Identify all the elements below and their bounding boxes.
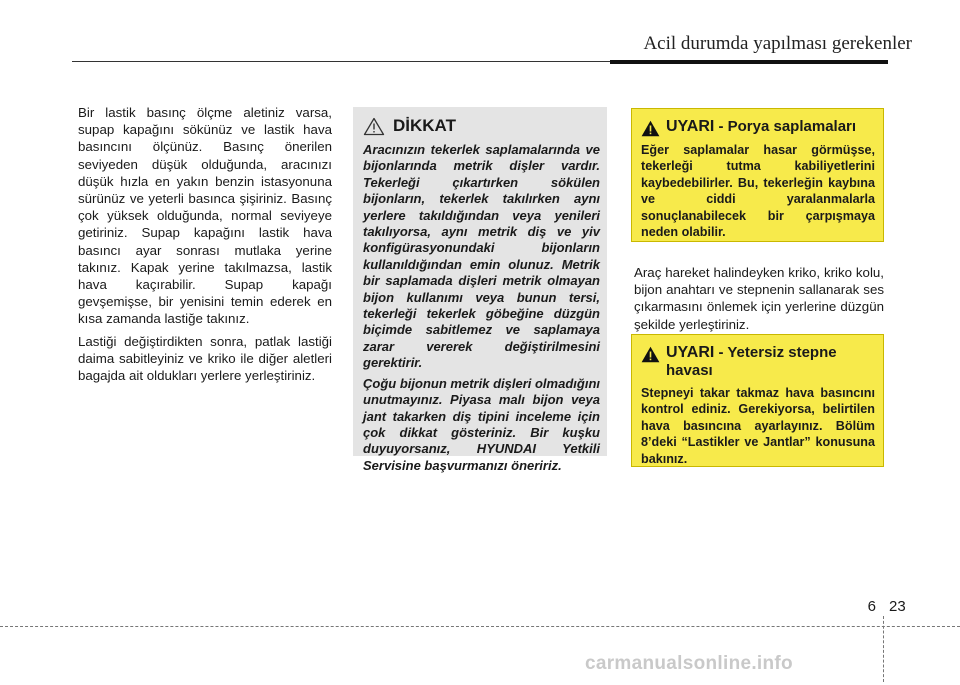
warning-triangle-icon bbox=[641, 120, 660, 137]
caution-box bbox=[353, 107, 607, 473]
warning-box-wheel-studs bbox=[631, 108, 884, 242]
left-column bbox=[78, 104, 332, 389]
page-header-title: Acil durumda yapılması gerekenler bbox=[643, 33, 912, 54]
warning-subtitle: - Yetersiz stepne havası bbox=[666, 344, 837, 379]
warning-triangle-icon bbox=[363, 117, 385, 136]
warning-header bbox=[641, 344, 875, 380]
chapter-number: 6 bbox=[867, 598, 876, 615]
caution-paragraph-2: Çoğu bijonun metrik dişleri olmadığını unutmayınız. Piyasa malı bijon veya jant takarken diş tipini inceleme için çok dikkat gösteriniz. Bir kuşku duyuyorsanız, HYUNDAI Yetkili Servisine başvurmanızı öneririz. bbox=[363, 375, 600, 473]
warning-triangle-icon bbox=[641, 346, 660, 363]
warning-title bbox=[666, 344, 875, 380]
footer-rule bbox=[0, 626, 960, 627]
warning-title bbox=[666, 118, 856, 136]
body-paragraph-2: Lastiği değiştirdikten sonra, patlak lastiği daima sabitleyiniz ve kriko ile diğer aletleri bagajda ait oldukları yerlere yerleştiriniz. bbox=[78, 333, 332, 384]
warning-header bbox=[641, 118, 875, 137]
warning-box-spare-tire bbox=[631, 334, 884, 467]
page-number: 23 bbox=[889, 598, 906, 615]
warning-subtitle: - Porya saplamaları bbox=[714, 118, 857, 135]
body-paragraph-1: Bir lastik basınç ölçme aletiniz varsa, supap kapağını sökünüz ve lastik hava basıncını ölçünüz. Basınç önerilen seviyeden düşük olduğunda, aracınızı düşük hızla en yakın benzin istasyonuna sürünüz ve yeterli basınca şişiriniz. Basınç çok yüksek olduğunda, normal seviyeye getiriniz. Supap kapağını lastik hava basıncı ayar sonrası mutlaka yerine takınız. Kapak yerine takılmazsa, lastik hava kaçırabilir. Supap kapağı gevşemişse, bir yenisini temin ederek en kısa zamanda lastiğe takınız. bbox=[78, 105, 332, 327]
right-column-paragraph: Araç hareket halindeyken kriko, kriko kolu, bijon anahtarı ve stepnenin sallanarak ses çıkarmasını önlemek için yerlerine düzgün şekilde yerleştiriniz. bbox=[634, 265, 884, 332]
caution-header bbox=[363, 116, 600, 136]
caution-paragraph-1: Aracınızın tekerlek saplamalarında ve bijonlarında metrik dişler vardır. Tekerleği çıkartırken sökülen bijonların, tekerlek takılırken aynı yerlere takıldığından veya yenileri takılıyorsa, aynı metrik diş ve yiv konfigürasyonundaki bijonların kullanıldığından emin olunuz. Metrik bir saplamada dişleri metrik olmayan bijon kullanımı veya bunun tersi, tekerleği tekerlek göbeğine düzgün biçimde sabitlemez ve saplamaya zarar vererek değiştirilmesini gerektirir. bbox=[363, 142, 600, 371]
header-rule-accent bbox=[610, 60, 888, 64]
caution-title: DİKKAT bbox=[393, 116, 456, 135]
warning-label: UYARI bbox=[666, 344, 715, 361]
warning-body: Eğer saplamalar hasar görmüşse, tekerleği tutma kabiliyetlerini kaybedebilirler. Bu, tekerleğin kaybına ve ciddi yaralanmalarla sonuçlanabilecek bir çarpışmaya neden olabilir. bbox=[641, 143, 875, 240]
warning-label: UYARI bbox=[666, 118, 715, 135]
warning-body: Stepneyi takar takmaz hava basıncını kontrol ediniz. Gerekiyorsa, belirtilen hava basıncına ayarlayınız. Bölüm 8’deki “Lastikler ve Jantlar” konusuna bakınız. bbox=[641, 386, 875, 466]
watermark: carmanualsonline.info bbox=[585, 653, 793, 674]
footer-divider bbox=[883, 616, 884, 682]
